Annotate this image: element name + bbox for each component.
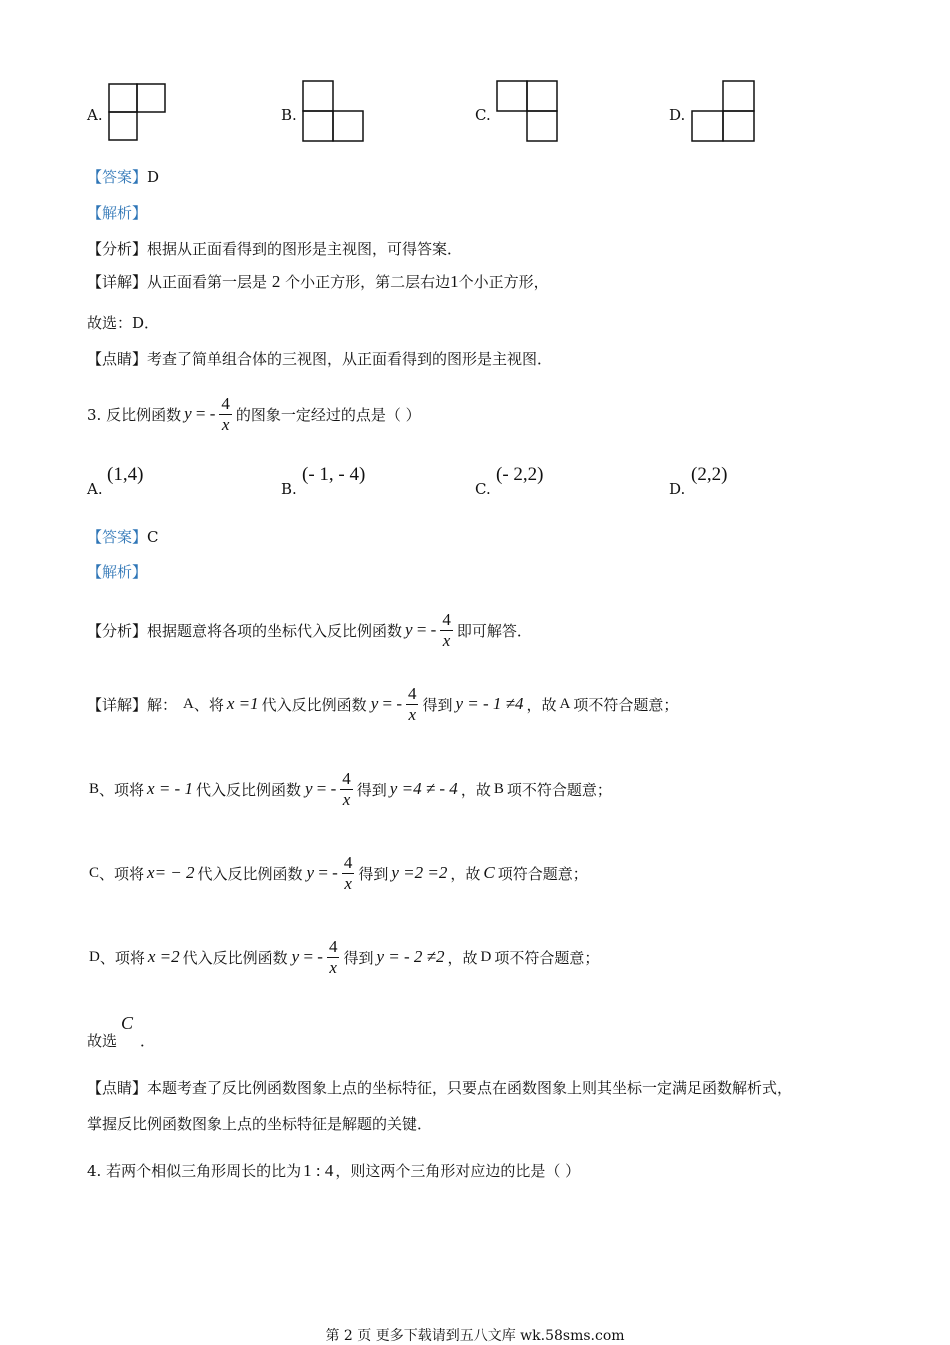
line-letter: D — [89, 948, 100, 965]
line-text-d: ，故 — [526, 695, 557, 714]
func-fraction — [440, 610, 453, 651]
line-text-f: 项不符合题意； — [573, 695, 679, 714]
page-footer: 第 2 页 更多下载请到五八文库 wk.58sms.com — [325, 1328, 625, 1344]
line-letter-2: A — [559, 695, 571, 712]
q2-choose: 故选：D． — [87, 314, 160, 332]
q3-option-c-label: C. — [475, 480, 491, 498]
fenxi-text-a: 根据题意将各项的坐标代入反比例函数 — [147, 621, 403, 640]
q3-stem-suffix: 的图象一定经过的点是（ ） — [235, 405, 421, 424]
q2-detail — [87, 271, 549, 292]
func-eq: = - — [195, 404, 216, 423]
frac-num: 4 — [442, 609, 451, 629]
q3-fenxi — [87, 606, 532, 654]
q3-answer — [87, 526, 159, 547]
line-text-d: ，故 — [447, 948, 478, 967]
q3-detail-line-c — [89, 849, 588, 897]
detail-text-c: 个小正方形， — [458, 273, 549, 291]
q3-stem — [87, 390, 421, 438]
line-text-f: 项不符合题意； — [494, 948, 600, 967]
line-xval: x= − 2 — [147, 863, 195, 882]
q4-stem — [87, 1160, 580, 1181]
func-fraction — [219, 394, 232, 435]
func-eq: = - — [382, 694, 402, 713]
line-text-b: 代入反比例函数 — [182, 948, 288, 967]
frac-den: x — [327, 957, 340, 978]
choose-text: 故选 — [87, 1032, 118, 1050]
func-eq: = - — [303, 947, 323, 966]
line-result: y = - 2 ≠2 — [376, 947, 445, 966]
frac-num: 4 — [221, 393, 230, 413]
func-eq: = - — [416, 620, 437, 639]
line-text-a: 、项将 — [99, 780, 145, 799]
fenxi-tag: 【分析】 — [87, 240, 148, 258]
q4-ratio: 1 : 4 — [303, 1161, 334, 1180]
line-text-c: 得到 — [422, 695, 453, 714]
q3-detail-line-a — [87, 680, 678, 728]
fenxi-tag: 【分析】 — [87, 621, 148, 640]
frac-den: x — [440, 630, 453, 651]
q3-option-b-label: B. — [281, 480, 297, 498]
q2-option-d-shape — [691, 80, 756, 143]
q3-stem-prefix: 3. 反比例函数 — [87, 405, 182, 424]
func-y: y — [291, 947, 300, 966]
line-text-b: 代入反比例函数 — [261, 695, 367, 714]
line-xval: x =1 — [226, 694, 259, 713]
q3-option-c-value: (- 2,2) — [496, 464, 544, 485]
detail-tag: 【详解】 — [87, 695, 148, 714]
frac-den: x — [219, 414, 232, 435]
func-y: y — [370, 694, 379, 713]
q2-option-d-label: D. — [669, 106, 686, 124]
detail-text-b: 个小正方形，第二层右边 — [285, 273, 451, 291]
q3-option-a-label: A. — [87, 480, 103, 498]
q3-point-line-2: 掌握反比例函数图象上点的坐标特征是解题的关键． — [87, 1115, 433, 1133]
line-text-a: 、将 — [193, 695, 224, 714]
func-eq: = - — [316, 779, 337, 798]
frac-num: 4 — [328, 936, 338, 956]
answer-value: D — [147, 168, 160, 186]
line-result: y =4 ≠ - 4 — [389, 779, 458, 798]
point-tag: 【点睛】 — [87, 1079, 148, 1097]
line-text-c: 得到 — [343, 948, 374, 967]
fenxi-text: 根据从正面看得到的图形是主视图，可得答案． — [147, 240, 463, 258]
q2-option-b-shape — [302, 80, 365, 143]
line-text-d: ，故 — [460, 780, 491, 799]
line-text-f: 项符合题意； — [497, 864, 588, 883]
detail-tag: 【详解】 — [87, 273, 148, 291]
detail-intro: 解： — [147, 695, 178, 714]
frac-den: x — [340, 789, 353, 810]
point-text: 考查了简单组合体的三视图，从正面看得到的图形是主视图． — [147, 350, 553, 368]
q2-fenxi — [87, 238, 462, 259]
line-text-a: 、项将 — [99, 864, 145, 883]
q3-analysis-tag: 【解析】 — [87, 563, 148, 581]
func-fraction — [340, 769, 353, 810]
func-y: y — [405, 620, 413, 639]
q3-option-d-label: D. — [669, 480, 686, 498]
answer-tag: 【答案】 — [87, 528, 148, 546]
q3-choose-period: ． — [140, 1032, 156, 1050]
point-text-1: 本题考查了反比例函数图象上点的坐标特征，只要点在函数图象上则其坐标一定满足函数解析式， — [147, 1079, 793, 1097]
q3-point-line-1 — [87, 1077, 792, 1098]
detail-num-2: 1 — [450, 272, 459, 291]
fenxi-text-b: 即可解答． — [456, 621, 532, 640]
q3-choose — [87, 1030, 117, 1051]
line-text-c: 得到 — [358, 864, 389, 883]
line-letter: C — [89, 864, 100, 881]
answer-value: C — [147, 528, 159, 546]
func-y: y — [306, 863, 315, 882]
detail-num-1: 2 — [271, 272, 281, 291]
line-xval: x = - 1 — [147, 779, 193, 798]
func-fraction — [327, 937, 340, 978]
line-text-b: 代入反比例函数 — [197, 864, 303, 883]
func-y: y — [304, 779, 313, 798]
line-letter: A — [183, 695, 194, 712]
q3-option-d-value: (2,2) — [691, 464, 728, 485]
q3-option-b-value: (- 1, - 4) — [302, 464, 366, 485]
line-xval: x =2 — [147, 947, 180, 966]
q3-detail-line-b — [89, 765, 612, 813]
detail-text-a: 从正面看第一层是 — [147, 273, 268, 291]
frac-num: 4 — [342, 768, 351, 788]
q2-option-b-label: B. — [281, 106, 297, 124]
q2-point — [87, 348, 552, 369]
line-result: y =2 =2 — [391, 863, 448, 882]
func-y: y — [184, 404, 192, 423]
line-letter: B — [89, 780, 100, 797]
q3-choose-letter: C — [121, 1013, 134, 1033]
q4-stem-b: ，则这两个三角形对应边的比是（ ） — [335, 1162, 581, 1180]
line-letter-2: B — [493, 780, 504, 797]
func-fraction — [406, 684, 419, 725]
line-letter-2: D — [480, 948, 492, 965]
q2-analysis-tag: 【解析】 — [87, 204, 148, 222]
q3-option-a-value: (1,4) — [107, 464, 144, 485]
line-result: y = - 1 ≠4 — [455, 694, 524, 713]
line-text-d: ，故 — [450, 864, 481, 883]
frac-num: 4 — [407, 683, 417, 703]
line-letter-2: C — [483, 863, 495, 882]
q2-option-c-shape — [496, 80, 559, 143]
func-eq: = - — [318, 863, 338, 882]
q3-detail-line-d — [89, 933, 599, 981]
answer-tag: 【答案】 — [87, 168, 148, 186]
frac-den: x — [342, 873, 355, 894]
line-text-a: 、项将 — [99, 948, 145, 967]
q4-stem-a: 4. 若两个相似三角形周长的比为 — [87, 1162, 302, 1180]
q2-option-a-label: A. — [87, 106, 103, 124]
q2-option-a-shape — [108, 83, 168, 143]
line-text-f: 项不符合题意； — [506, 780, 612, 799]
point-tag: 【点睛】 — [87, 350, 148, 368]
q2-option-c-label: C. — [475, 106, 491, 124]
func-fraction — [342, 853, 355, 894]
frac-num: 4 — [343, 852, 353, 872]
line-text-b: 代入反比例函数 — [195, 780, 301, 799]
frac-den: x — [406, 704, 419, 725]
q2-answer — [87, 166, 159, 187]
line-text-c: 得到 — [356, 780, 387, 799]
